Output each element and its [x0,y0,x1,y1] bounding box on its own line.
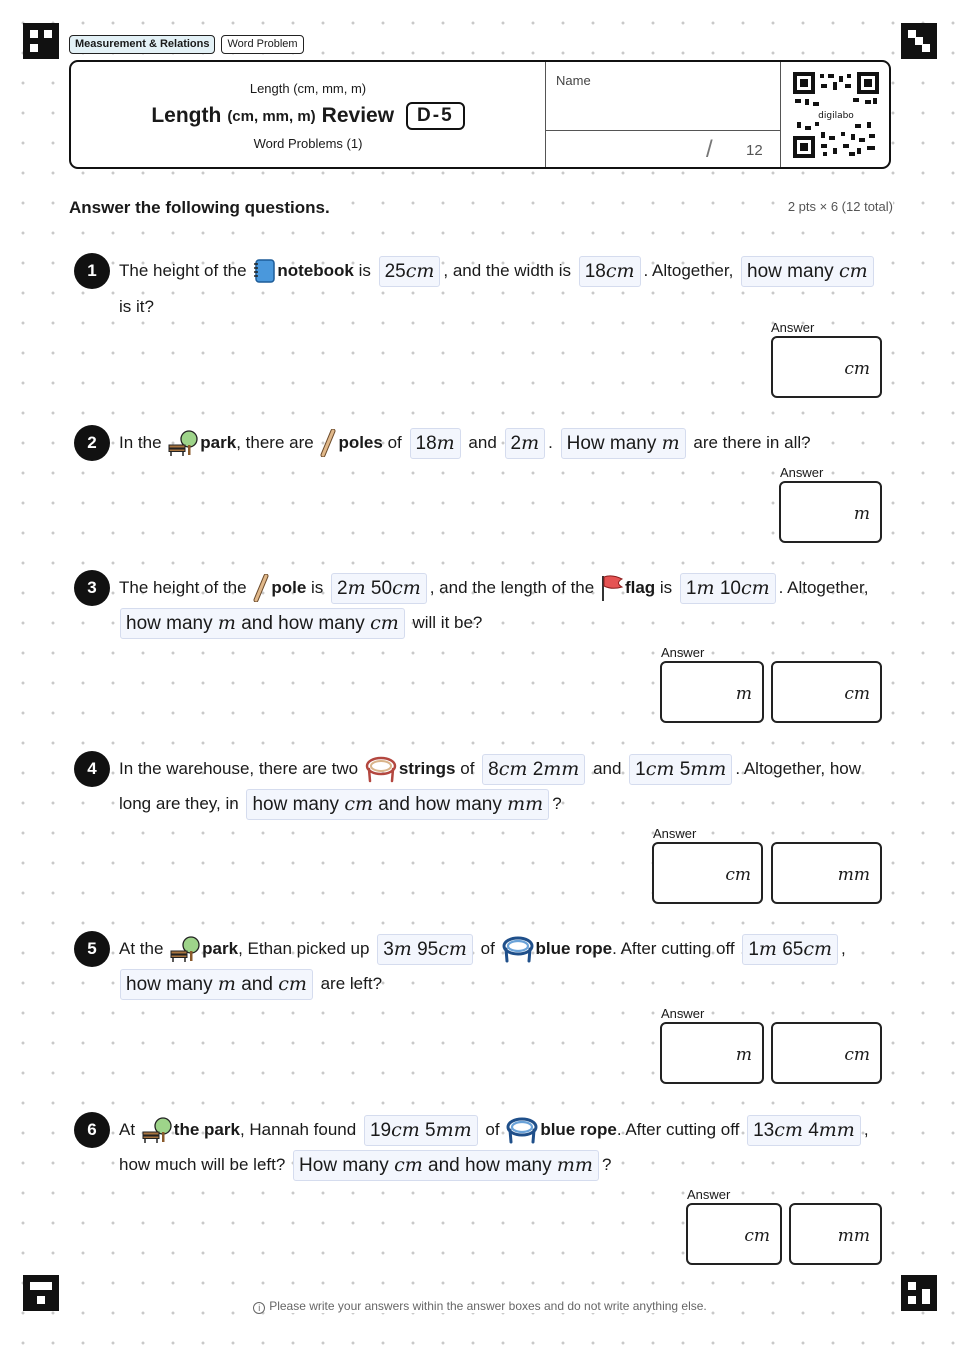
text: At the [119,939,164,958]
object-name: blue rope [540,1120,617,1139]
object-name: strings [398,759,456,778]
blue-rope-icon [505,1116,539,1144]
title-units: (cm, mm, m) [227,107,316,125]
answer-label: Answer [780,465,824,480]
object-name: park [200,433,237,452]
object-name: poles [338,433,383,452]
object-name: pole [271,578,307,597]
value-box: 2m 50cm [331,573,427,604]
question-text-line-2 [119,291,154,323]
tag-group [69,35,304,54]
text: In the [119,433,162,452]
name-divider [546,130,780,131]
answer-box-cm[interactable]: cm [771,1022,882,1084]
text: of [460,759,475,778]
text: how much will be left? [119,1155,286,1174]
question-box: how many cm [741,256,874,287]
header-subtitle-bottom: Word Problems (1) [253,136,363,151]
text: is [311,578,324,597]
answer-label: Answer [653,826,697,841]
instructions: Answer the following questions. [69,198,330,217]
question-text-line-1 [119,933,846,965]
question-text-line-2 [119,968,382,1000]
text: , there are [236,433,314,452]
text: . After cutting off [616,1120,740,1139]
text: . After cutting off [612,939,735,958]
answer-box-m[interactable]: m [660,1022,764,1084]
value-box: 25cm [379,256,441,287]
object-name: park [202,939,239,958]
text: . Altogether, [778,578,869,597]
info-icon: i [253,1302,265,1314]
value-box: 1m 10cm [680,573,776,604]
question-text-line-1 [119,427,811,459]
text: , [841,939,846,958]
answer-label: Answer [661,1006,705,1021]
text: . Altogether, [643,261,734,280]
text: will it be? [412,613,483,632]
text: The height of the [119,578,247,597]
text: and [593,759,622,778]
text: of [485,1120,500,1139]
question-number: 4 [74,751,110,787]
question-box: how many m and how many cm [120,608,405,639]
type-tag: Word Problem [221,35,303,54]
flag-icon [600,574,624,602]
value-box: 2m [505,428,546,459]
answer-label: Answer [771,320,815,335]
object-name: the park [173,1120,240,1139]
string-coil-icon [364,755,398,783]
park-bench-tree-icon [167,429,199,457]
worksheet-code-badge: D-5 [406,102,465,130]
park-bench-tree-icon [169,935,201,963]
text: of [480,939,495,958]
text: is it? [119,297,154,316]
text: is [358,261,371,280]
text: long are they, in [119,794,239,813]
question-box: How many cm and how many mm [293,1150,599,1181]
pole-icon [252,574,270,602]
footer-text: Please write your answers within the answer boxes and do not write anything else. [269,1299,707,1313]
answer-box-mm[interactable]: mm [789,1203,882,1265]
qr-brand-text: digilabo [818,111,854,121]
answer-label: Answer [661,645,705,660]
value-box: 18cm [579,256,641,287]
text: are left? [320,974,383,993]
footer-note [0,1299,960,1314]
worksheet-header [69,60,891,169]
question-text-line-2 [119,788,562,820]
header-subtitle-top: Length (cm, mm, m) [249,81,367,96]
page-title [71,102,545,130]
question-text-line-1 [119,255,877,287]
text: is [659,578,673,597]
object-name: notebook [277,261,354,280]
question-number: 6 [74,1112,110,1148]
corner-marker-top-right [901,23,937,59]
text: At [119,1120,136,1139]
text: ? [601,1155,612,1174]
value-box: 1m 65cm [742,934,838,965]
question-text-line-1 [119,1114,869,1146]
question-number: 3 [74,570,110,606]
category-tag: Measurement & Relations [69,35,215,54]
name-field[interactable] [545,62,781,167]
corner-marker-top-left [23,23,59,59]
text: In the warehouse, there are two [119,759,359,778]
question-number: 5 [74,931,110,967]
question-text-line-1 [119,572,868,604]
value-box: 18m [410,428,461,459]
object-name: flag [624,578,656,597]
header-title-area [71,62,545,167]
text: are there in all? [693,433,811,452]
text: The height of the [119,261,247,280]
text: , Ethan picked up [238,939,370,958]
question-number: 1 [74,253,110,289]
points-info: 2 pts × 6 (12 total) [787,199,893,214]
name-label: Name [556,73,591,88]
title-main: Length [151,104,222,127]
question-box: how many m and cm [120,969,313,1000]
answer-label: Answer [687,1187,731,1202]
notebook-icon [252,258,276,284]
answer-box-m[interactable]: m [660,661,764,723]
object-name: blue rope [535,939,613,958]
answer-box-cm[interactable]: cm [652,842,763,904]
text: of [387,433,402,452]
question-text-line-2 [119,1149,611,1181]
qr-code-icon [793,72,879,158]
text: and [468,433,497,452]
value-box: 19cm 5mm [364,1115,478,1146]
text: , [863,1120,869,1139]
answer-box-m[interactable]: m [779,481,882,543]
answer-box-mm[interactable]: mm [771,842,882,904]
title-end: Review [321,104,395,127]
text: ? [552,794,562,813]
answer-box-cm[interactable]: cm [771,661,882,723]
text: , Hannah found [239,1120,357,1139]
value-box: 1cm 5mm [629,754,732,785]
score-slash: / [706,136,713,163]
text: , and the width is [443,261,571,280]
text: , and the length of the [429,578,595,597]
value-box: 3m 95cm [377,934,473,965]
text: . [548,433,553,452]
answer-box-cm[interactable]: cm [686,1203,782,1265]
blue-rope-icon [501,935,535,963]
question-text-line-2 [119,607,482,639]
question-box: how many cm and how many mm [246,789,549,820]
value-box: 13cm 4mm [747,1115,861,1146]
answer-box-cm[interactable]: cm [771,336,882,398]
park-bench-tree-icon [141,1116,173,1144]
value-box: 8cm 2mm [482,754,585,785]
pole-icon [319,429,337,457]
question-box: How many m [561,428,686,459]
question-number: 2 [74,425,110,461]
score-total: 12 [746,142,763,159]
question-text-line-1 [119,753,861,785]
text: . Altogether, how [735,759,862,778]
